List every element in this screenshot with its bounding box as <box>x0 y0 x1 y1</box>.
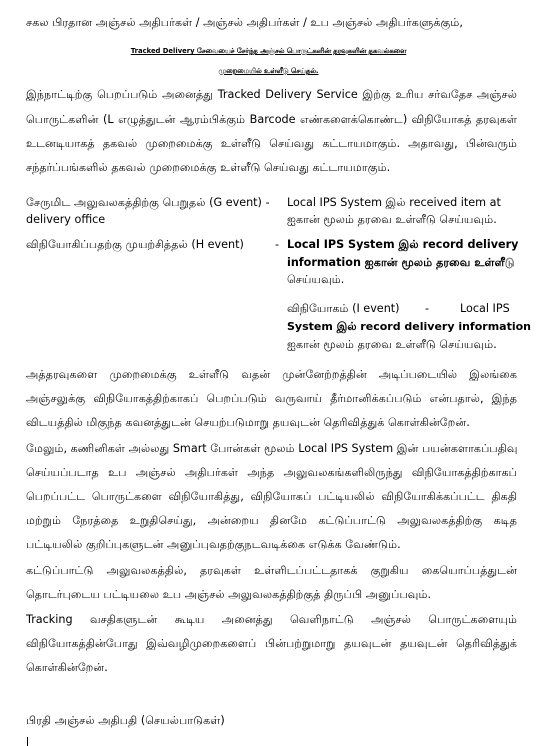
para-line: அத்தரவுகளை முறைமைக்கு உள்ளீடு வதன் முன்னேற்றத்தின் அடிப்படையில் இலங்கை <box>26 368 517 381</box>
para-line: விநியோகத்தின்போது இவ்வழிமுறைகளைப் பின்பற்றுமாறு தயவுடன் தயவுடன் தெரிவித்துக் <box>26 637 517 650</box>
para-line: பட்டியலில் குறிப்புகளுடன் அனுப்புவதற்குநடவடிக்கை எடுக்க வேண்டும். <box>26 538 401 551</box>
para-line: கட்டுப்பாட்டு அலுவலகத்தில், தரவுகள் உள்ளிடப்பட்டதாகக் குறுகிய கையொப்பத்துடன் <box>26 564 517 577</box>
i-event-system: Local IPS <box>460 302 510 315</box>
para-line: அஞ்சலுக்கு விநியோகத்திற்காகப் பெறப்படும் வருவாய் தீர்மானிக்கப்படும் என்பதால், இந்த <box>26 392 517 405</box>
addressees-line: சகல பிரதான அஞ்சல் அதிபர்கள் / அஞ்சல் அதிபர்கள் / உப அஞ்சல் அதிபர்களுக்கும், <box>26 16 463 29</box>
h-event-label: விநியோகிப்பதற்கு முயற்சித்தல் (H event) <box>26 238 244 251</box>
para-line: பொருட்களின் (L எழுத்துடன் ஆரம்பிக்கும் Barcode எண்களைக்கொண்ட) விநியோகத் தரவுகள் <box>26 113 517 126</box>
para-line: தொடர்புடைய பட்டியலை உப அஞ்சல் அலுவலகத்திற்குத் திருப்பி அனுப்பவும். <box>26 588 432 601</box>
i-event-label: விநியோகம் (I event) <box>287 302 400 315</box>
para-line: மற்றும் நேரத்தை உறுதிசெய்து, அன்றைய தினமே கட்டுப்பாட்டு அலுவலகத்திற்கு கடித <box>26 514 517 527</box>
subject-line-2: முறைமையில் உள்ளீடு செய்தல். <box>218 67 319 75</box>
text-cursor <box>27 737 28 746</box>
para-line: இந்நாட்டிற்கு பெறப்படும் அனைத்து Tracked Delivery Service இற்கு உரிய சர்வதேச அஞ்சல் <box>26 88 517 101</box>
signature-title: பிரதி அஞ்சல் அதிபதி (செயல்பாடுகள்) <box>26 714 225 727</box>
para-line: பெறப்பட்ட பொருட்களை விநியோகித்து, விநியோகப் பட்டியலில் விநியோகிக்கப்பட்ட திகதி <box>26 490 517 503</box>
h-event-dash: - <box>275 238 280 251</box>
g-event-label: சேருமிட அலுவலகத்திற்கு பெறுதல் (G event) - <box>26 196 270 209</box>
g-event-desc-cont: ஐகான் மூலம் தரவை உள்ளீடு செய்யவும். <box>287 213 497 226</box>
i-event-desc: System இல் record delivery information <box>287 320 532 333</box>
i-event-desc-cont: ஐகான் மூலம் தரவை உள்ளீடு செய்யவும். <box>287 338 497 351</box>
h-event-desc: Local IPS System இல் record delivery <box>287 238 519 251</box>
para-line: கொள்கின்றேன். <box>26 661 108 674</box>
subject-line-1: Tracked Delivery சேவையைச் சேர்ந்த அஞ்சல் பொருட்களின் தரவுகளின் தகவல்களை <box>130 47 407 55</box>
para-line: Tracking வசதிகளுடன் கூடிய அனைத்து வெளிநாட்டு அஞ்சல் பொருட்களையும் <box>26 613 517 626</box>
h-event-desc-cont: information ஐகான் மூலம் தரவை உள்ளீடு <box>287 256 515 269</box>
para-line: செய்யப்படாத உப அஞ்சல் அதிபர்கள் அந்த அலுவலகங்களிலிருந்து விநியோகத்திற்காகப் <box>26 466 517 479</box>
i-event-dash: - <box>425 302 430 315</box>
para-line: உடனடியாகத் தகவல் முறைமைக்கு உள்ளீடு செய்வது கட்டாயமாகும். அதாவது, பின்வரும் <box>26 137 517 150</box>
g-event-desc: Local IPS System இல் received item at <box>287 196 501 209</box>
para-line: மேலும், கணினிகள் அல்லது Smart போன்கள் மூலம் Local IPS System இன் பயன்களாகப்பதிவு <box>26 442 518 455</box>
h-event-desc-cont: செய்யவும். <box>287 273 345 286</box>
g-event-label-cont: delivery office <box>26 213 106 226</box>
para-line: சந்தர்ப்பங்களில் தகவல் முறைமைக்கு உள்ளீடு செய்வது கட்டாயமாகும். <box>26 161 391 174</box>
para-line: விடயத்தில் மிகுந்த கவனத்துடன் செயற்படுமாறு தயவுடன் தெரிவித்துக் கொள்கின்றேன். <box>26 416 470 429</box>
